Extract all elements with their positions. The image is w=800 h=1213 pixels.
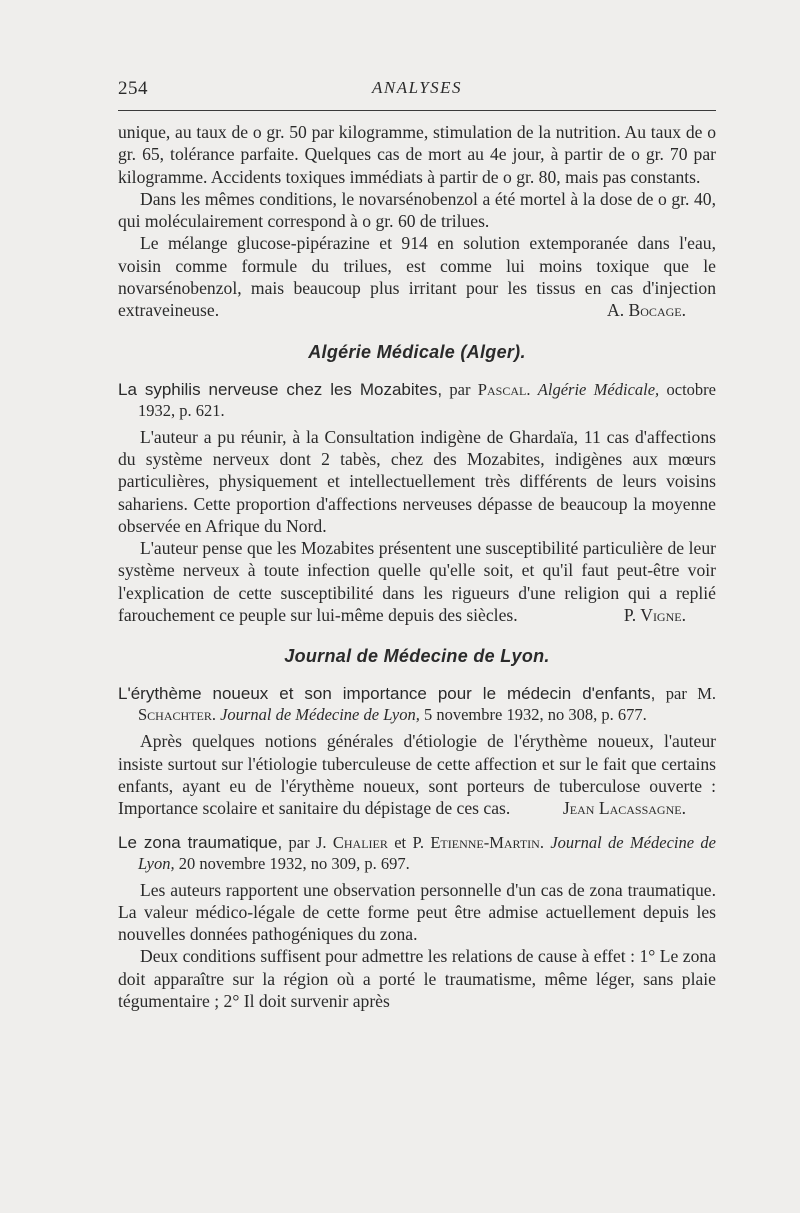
- ref-text: .: [526, 379, 538, 399]
- ref-text: et P.: [387, 832, 431, 852]
- source: Journal de Médecine de Lyon,: [220, 705, 420, 725]
- signature: A. Bocage.: [607, 300, 686, 321]
- journal-heading: Journal de Médecine de Lyon.: [284, 646, 550, 667]
- paragraph: unique, au taux de o gr. 50 par kilogramme, stimulation de la nutrition. Au taux de o gr. 65, tolérance parfaite. Quelques cas de mort au 4e jour, à partir de o gr. 70 par kilogramme. Accidents toxiques immédiats à partir de o gr. 80, mais pas constants.: [118, 122, 716, 187]
- ref-text: octobre 1932, p. 621.: [138, 379, 716, 420]
- source: Algérie Médicale,: [537, 379, 660, 399]
- paragraph: [118, 730, 716, 819]
- author: Schachter: [138, 705, 212, 725]
- author: Etienne-Martin: [430, 832, 540, 852]
- ref-text: par J.: [282, 832, 333, 852]
- paragraph-text: Le mélange glucose-pipérazine et 914 en solution extemporanée dans l'eau, voisin comme formule du trilues, est comme lui moins toxique que le novarsénobenzol, mais beaucoup plus irritant pour les tissus en cas d'injection extraveineuse.: [118, 233, 716, 321]
- paragraph: L'auteur a pu réunir, à la Consultation indigène de Ghardaïa, 11 cas d'affections du système nerveux dont 2 tabès, chez des Mozabites, indigènes aux mœurs particulières, physiquement et intellectuellement très différents de leurs voisins sahariens. Cette proportion d'affections nerveuses dépasse de beaucoup la moyenne observée en Afrique du Nord.: [118, 426, 716, 536]
- paragraph: Dans les mêmes conditions, le novarsénobenzol a été mortel à la dose de o gr. 40, qui moléculairement correspond à o gr. 60 de trilues.: [118, 188, 716, 232]
- journal-heading: Algérie Médicale (Alger).: [308, 341, 526, 362]
- article-reference: [118, 683, 716, 725]
- signature: P. Vigne.: [623, 605, 686, 626]
- ref-text: .: [211, 705, 221, 725]
- ref-text: .: [539, 832, 551, 852]
- ref-text: 20 novembre 1932, no 309, p. 697.: [174, 853, 410, 873]
- author: Chalier: [332, 832, 388, 852]
- page-number: 254: [118, 78, 148, 99]
- paragraph-text: Après quelques notions générales d'étiologie de l'érythème noueux, l'auteur insiste surtout sur l'étiologie tuberculeuse de cette affection et sur le fait que certains enfants, ayant eu de l'érythème noueux, sont porteurs de tuberculose ouverte : Importance scolaire et sanitaire du dépistage de ces cas.: [118, 731, 716, 819]
- ref-text: par: [442, 379, 478, 399]
- paragraph-text: L'auteur pense que les Mozabites présentent une susceptibilité particulière de leur système nerveux à toute infection quelle qu'elle soit, et qu'il faut peut-être voir l'explication de cette susceptibilité dans les rigueurs d'une religion qui a replié farouchement ce peuple sur lui-même depuis des siècles.: [118, 538, 716, 626]
- header-rule: [118, 110, 716, 111]
- paragraph: [118, 537, 716, 626]
- ref-text: par M.: [655, 684, 716, 704]
- paragraph: Deux conditions suffisent pour admettre les relations de cause à effet : 1° Le zona doit apparaître sur la région où a porté le traumatisme, même léger, sans plaie tégumentaire ; 2° Il doit survenir après: [118, 946, 716, 1012]
- article-title: La syphilis nerveuse chez les Mozabites,: [118, 379, 443, 399]
- page-body: [118, 121, 716, 1012]
- running-title: ANALYSES: [371, 78, 463, 97]
- article-reference: [118, 832, 716, 874]
- source: Journal de Médecine de Lyon,: [138, 832, 716, 873]
- article-title: Le zona traumatique,: [118, 832, 283, 852]
- author: Pascal: [477, 379, 527, 399]
- signature: Jean Lacassagne.: [562, 798, 686, 819]
- ref-text: 5 novembre 1932, no 308, p. 677.: [419, 705, 647, 725]
- page-header: [118, 78, 716, 106]
- article-title: L'érythème noueux et son importance pour le médecin d'enfants,: [118, 684, 656, 704]
- paragraph: [118, 232, 716, 321]
- article-reference: [118, 379, 716, 421]
- paragraph: Les auteurs rapportent une observation personnelle d'un cas de zona traumatique. La valeur médico-légale de cette forme peut être admise actuellement depuis les nouvelles données pathogéniques du zona.: [118, 879, 716, 945]
